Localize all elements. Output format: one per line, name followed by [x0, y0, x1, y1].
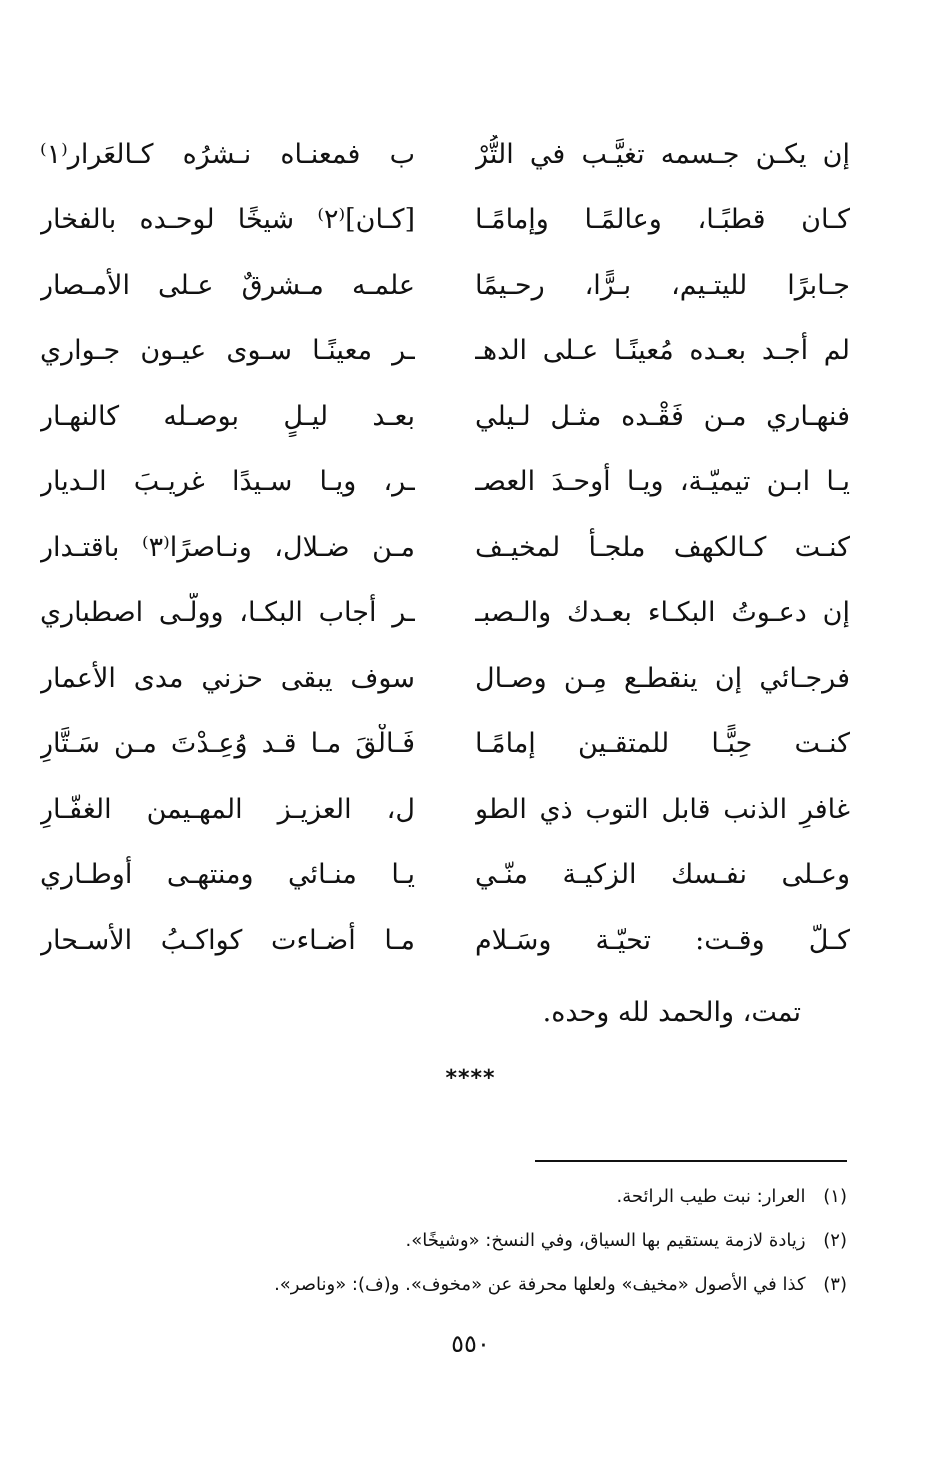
footnote [87, 1263, 847, 1307]
verse-first-hemistich: كـلّ وقـت: تحيّـة وسَـلام [475, 924, 850, 956]
verse-first-hemistich: فنهـاري مـن فَقْـده مثـل لـيلي [475, 400, 850, 432]
verse-first-hemistich: لم أجـد بعـده مُعينًـا عـلى الدهـ [475, 335, 850, 367]
poem-verse [40, 712, 850, 778]
closing-line: تمت، والحمد لله وحده. [542, 997, 801, 1028]
footnote [87, 1219, 847, 1263]
poem [40, 122, 850, 974]
verse-first-hemistich: يـا ابـن تيميّـة، ويـا أوحـدَ العصـ [475, 466, 850, 498]
verse-first-hemistich: وعـلى نفـسك الزكيـة منّـي [475, 859, 850, 891]
poem-verse [40, 188, 850, 254]
footnote-number: (٣) [823, 1274, 847, 1295]
verse-first-hemistich: جـابرًا لليتـيم، بـرًّا، رحـيمًا [475, 269, 850, 301]
verse-first-hemistich: كـان قطبًـا، وعالمًـا وإمامًـا [475, 204, 850, 236]
poem-verse [40, 384, 850, 450]
verse-first-hemistich: كنـت حِبًّـا للمتقـين إمامًـا [475, 728, 850, 760]
verse-second-hemistich: ـر، ويـا سـيدًا غريـبَ الـديار [40, 466, 415, 498]
page-number: ٥٥٠ [451, 1330, 490, 1358]
poem-verse [40, 843, 850, 909]
poem-verse [40, 581, 850, 647]
footnote-divider [535, 1160, 847, 1162]
verse-second-hemistich: فَـالْقَ مـا قـد وُعِـدْتَ مـن سَـتَّارِ [40, 728, 415, 760]
footnote [87, 1175, 847, 1219]
poem-verse [40, 646, 850, 712]
verse-first-hemistich: غافرِ الذنب قابل التوب ذي الطو [475, 793, 850, 825]
poem-verse [40, 450, 850, 516]
footnote-text: كذا في الأصول «مخيف» ولعلها محرفة عن «مخوف». و(ف): «وناصر». [274, 1274, 806, 1295]
verse-second-hemistich: ـر معينًـا سـوى عيـون جـواري [40, 335, 415, 367]
footnote-text: العرار: نبت طيب الرائحة. [616, 1186, 806, 1207]
verse-second-hemistich: مـن ضـلال، ونـاصرًا⁽٣⁾ باقتـدار [40, 531, 415, 563]
section-separator: **** [445, 1066, 496, 1091]
footnote-text: زيادة لازمة يستقيم بها السياق، وفي النسخ: «وشيخًا». [405, 1230, 806, 1251]
footnote-number: (٢) [823, 1230, 847, 1251]
verse-first-hemistich: كنـت كـالكهف ملجـأً لمخيـف [475, 531, 850, 563]
verse-first-hemistich: إن يكـن جـسمه تغيَّـب في التُّرْ [475, 138, 850, 170]
verse-second-hemistich: علمـه مـشرقٌ عـلى الأمـصار [40, 269, 415, 301]
verse-second-hemistich: ل، العزيـز المهـيمن الغفّـارِ [40, 793, 415, 825]
footnote-number: (١) [823, 1186, 847, 1207]
footnotes [87, 1175, 847, 1307]
verse-second-hemistich: [كـان]⁽٢⁾ شيخًا لوحـده بالفخار [40, 204, 415, 236]
verse-second-hemistich: ـر أجاب البكـا، وولّـى اصطباري [40, 597, 415, 629]
poem-verse [40, 253, 850, 319]
poem-verse [40, 908, 850, 974]
verse-first-hemistich: إن دعـوتُ البكـاء بعـدك والـصبـ [475, 597, 850, 629]
poem-verse [40, 122, 850, 188]
verse-second-hemistich: يـا منـائي ومنتهـى أوطـاري [40, 859, 415, 891]
verse-second-hemistich: سوف يبقى حزني مدى الأعمار [40, 662, 415, 694]
verse-second-hemistich: مـا أضـاءت كواكـبُ الأسـحار [40, 924, 415, 956]
verse-second-hemistich: ب فمعنـاه نـشرُه كـالعَرار⁽١⁾ [40, 138, 415, 170]
poem-verse [40, 777, 850, 843]
verse-first-hemistich: فرجـائي إن ينقطـع مِـن وصـال [475, 662, 850, 694]
verse-second-hemistich: بعـد ليـلٍ بوصـله كالنهـار [40, 400, 415, 432]
poem-verse [40, 515, 850, 581]
poem-verse [40, 319, 850, 385]
